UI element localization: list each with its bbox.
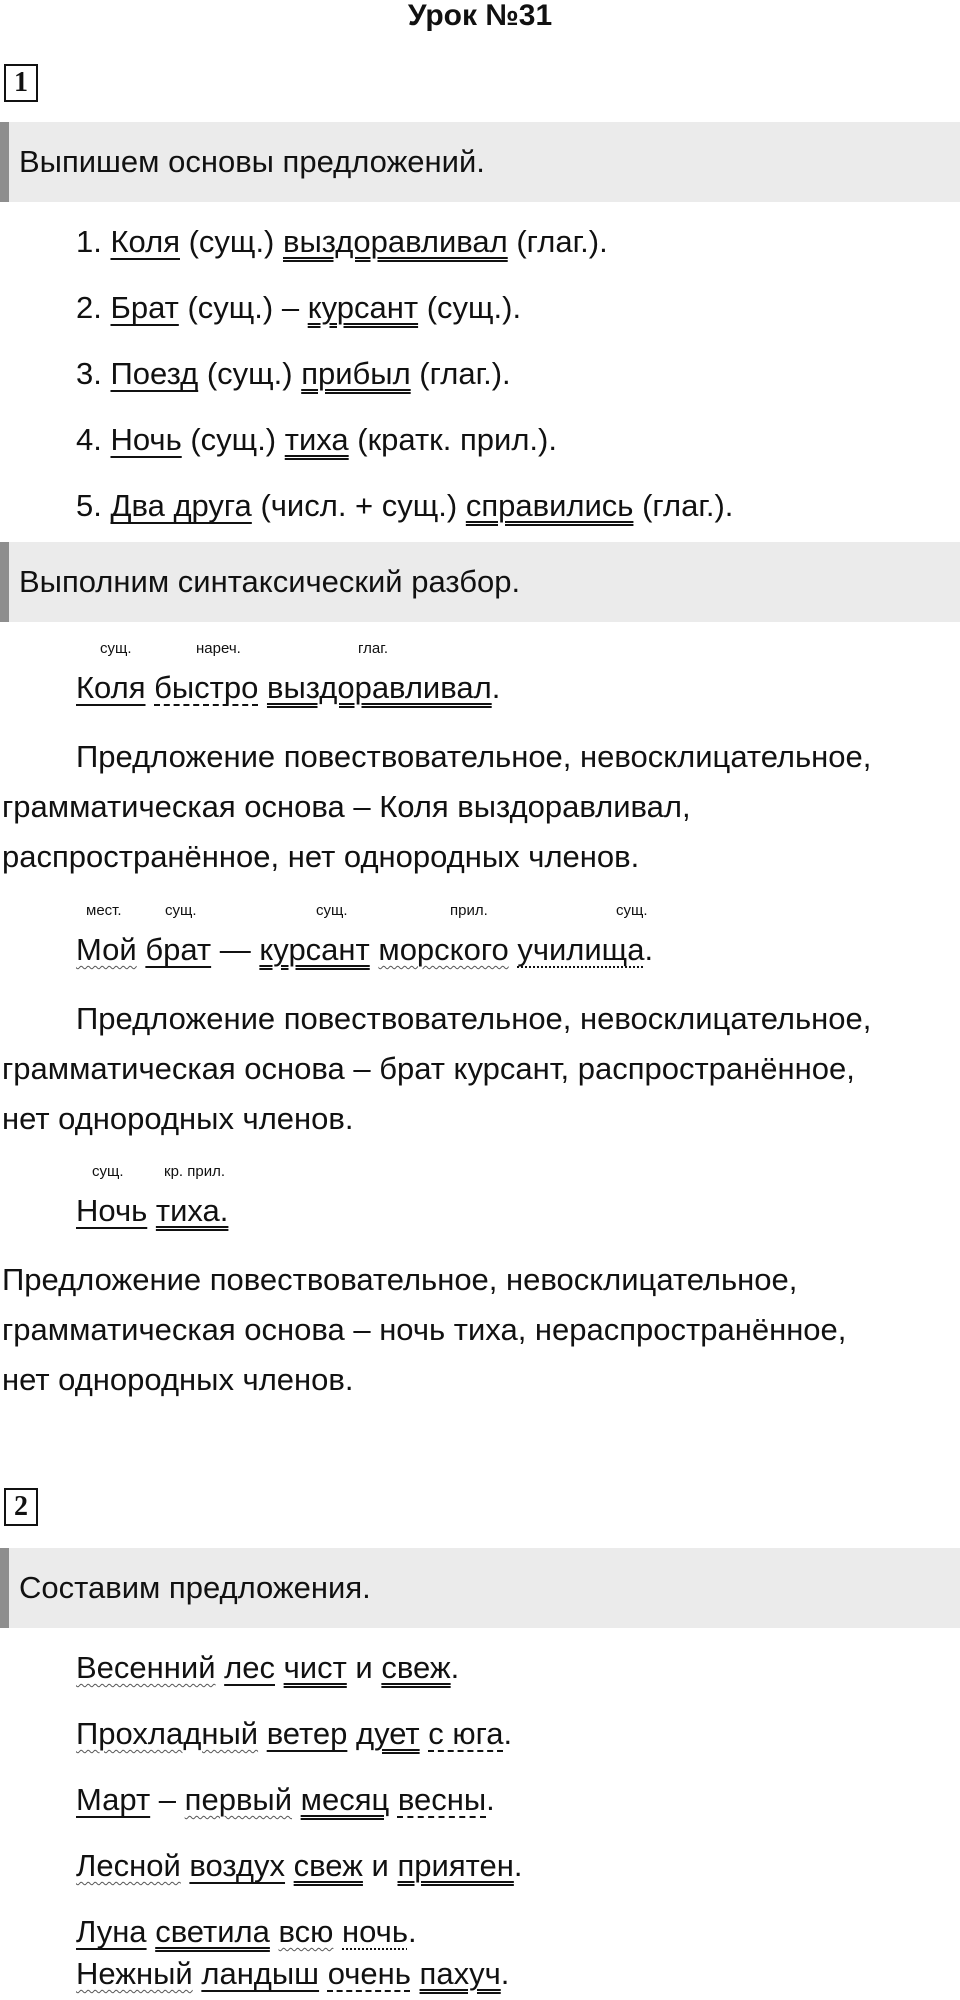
list-item [76, 222, 608, 262]
pos-label: нареч. [196, 640, 241, 657]
pos-label: прил. [450, 902, 488, 919]
section-header: Выполним синтаксический разбор. [0, 542, 960, 622]
subject: Ночь [76, 1193, 148, 1228]
list-item [76, 486, 733, 526]
subject: Поезд [110, 356, 199, 391]
list-item [76, 288, 521, 328]
pos-label: глаг. [358, 640, 389, 657]
subject-note: (сущ.) [206, 356, 293, 391]
pos-label: сущ. [92, 1163, 124, 1180]
parsed-sentence: Коля быстро выздоравливал. [76, 670, 501, 705]
subject: Коля [76, 670, 146, 705]
subject-note: (сущ.) [188, 224, 275, 259]
composed-sentence: Луна светила всю ночь. [76, 1914, 417, 1949]
predicate: курсант [307, 290, 419, 325]
analysis-line: Предложение повествовательное, невосклицательное, [76, 1001, 872, 1036]
pos-label: мест. [86, 902, 122, 919]
list-item [76, 354, 511, 394]
list-item [76, 420, 557, 460]
predicate: тиха. [155, 1193, 229, 1228]
predicate: выздоравливал [283, 224, 508, 259]
section-header: Выпишем основы предложений. [0, 122, 960, 202]
analysis-line: грамматическая основа – брат курсант, распространённое, [2, 1051, 855, 1086]
pos-label: сущ. [165, 902, 197, 919]
predicate: выздоравливал [266, 670, 492, 705]
predicate: курсант [259, 932, 370, 967]
analysis-line: нет однородных членов. [2, 1362, 354, 1397]
page-title: Урок №31 [407, 0, 553, 32]
subject: Два друга [110, 488, 252, 523]
item-number: 4. [76, 422, 102, 457]
item-number: 3. [76, 356, 102, 391]
parsed-sentence: Мой брат — курсант морского училища. [76, 932, 654, 967]
composed-sentence: Нежный ландыш очень пахуч. [76, 1956, 510, 1991]
subject: Коля [110, 224, 180, 259]
object: училища [517, 932, 645, 967]
analysis-paragraph [2, 994, 957, 1144]
subject: брат [145, 932, 212, 967]
analysis-line: Предложение повествовательное, невосклицательное, [2, 1262, 798, 1297]
attribute: Мой [76, 932, 137, 967]
task-number-1: 1 [4, 64, 38, 102]
attribute: морского [378, 932, 509, 967]
task-number-2: 2 [4, 1488, 38, 1526]
section-header: Составим предложения. [0, 1548, 960, 1628]
predicate-note: (сущ.). [426, 290, 522, 325]
composed-sentence: Прохладный ветер дует с юга. [76, 1716, 513, 1751]
parsed-sentence [76, 1191, 228, 1231]
predicate-note: (кратк. прил.). [357, 422, 557, 457]
adverbial: быстро [154, 670, 259, 705]
pos-label: сущ. [316, 902, 348, 919]
composed-sentence: Лесной воздух свеж и приятен. [76, 1848, 523, 1883]
analysis-line: нет однородных членов. [2, 1101, 354, 1136]
composed-sentence: Март – первый месяц весны. [76, 1782, 495, 1817]
analysis-line: грамматическая основа – ночь тиха, нераспространённое, [2, 1312, 847, 1347]
predicate: прибыл [301, 356, 411, 391]
subject-note: (сущ.) [190, 422, 277, 457]
predicate: тиха [284, 422, 349, 457]
predicate-note: (глаг.). [419, 356, 511, 391]
analysis-paragraph [2, 732, 957, 882]
predicate-note: (глаг.). [516, 224, 608, 259]
predicate-note: (глаг.). [642, 488, 734, 523]
subject-note: (числ. + сущ.) [260, 488, 458, 523]
analysis-line: Предложение повествовательное, невосклицательное, [76, 739, 872, 774]
analysis-line: распространённое, нет однородных членов. [2, 839, 640, 874]
item-number: 1. [76, 224, 102, 259]
pos-label: кр. прил. [164, 1163, 226, 1180]
item-number: 2. [76, 290, 102, 325]
composed-sentence: Весенний лес чист и свеж. [76, 1650, 460, 1685]
subject: Брат [110, 290, 179, 325]
pos-label: сущ. [616, 902, 648, 919]
subject-note: (сущ.) – [187, 290, 300, 325]
analysis-line: грамматическая основа – Коля выздоравливал, [2, 789, 691, 824]
analysis-paragraph [2, 1255, 957, 1405]
predicate: справились [465, 488, 634, 523]
item-number: 5. [76, 488, 102, 523]
pos-label: сущ. [100, 640, 132, 657]
subject: Ночь [110, 422, 182, 457]
